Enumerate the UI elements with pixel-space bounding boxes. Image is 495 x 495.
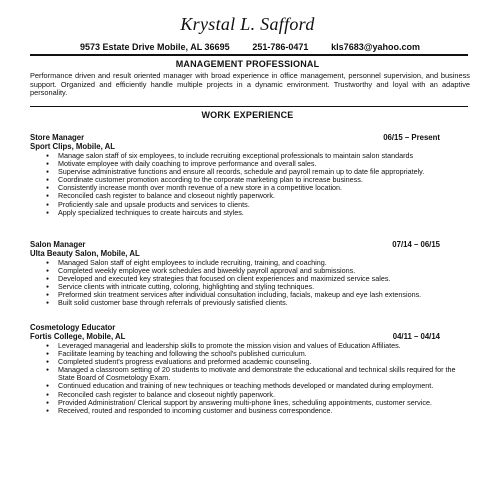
job-organization: Fortis College, Mobile, AL [30,332,126,341]
job-header [30,240,470,249]
job-organization: Ulta Beauty Salon, Mobile, AL [30,249,140,258]
contact-line [80,42,420,52]
address: 9573 Estate Drive Mobile, AL 36695 [80,42,230,52]
job-store-manager [30,133,470,217]
duty-item: ● Proficiently sale and upsale products and services to clients. [58,201,470,209]
job-dates: 04/11 – 04/14 [392,332,440,341]
job-header [30,323,470,332]
job-duties [30,152,470,217]
job-position: Salon Manager [30,240,86,249]
duty-item: ● Motivate employee with daily coaching to improve performance and overall sales. [58,160,470,168]
duty-item: ● Facilitate learning by teaching and following the school's published curriculum. [58,350,470,358]
duty-item: ● Received, routed and responded to incoming customer and business correspondence. [58,407,470,415]
job-duties [30,259,470,308]
duty-item: ● Completed student's progress evaluations and preformed academic counseling. [58,358,470,366]
duty-item: ● Reconciled cash register to balance and closeout nightly paperwork. [58,391,470,399]
header-divider [30,54,468,56]
duty-item: ● Manage salon staff of six employees, to include recruiting exceptional professionals to maintain salon standards [58,152,470,160]
duty-item: ● Service clients with intricate cutting, coloring, highlighting and styling techniques. [58,283,470,291]
duty-item: ● Built solid customer base through referrals of previously satisfied clients. [58,299,470,307]
duty-item: ● Managed a classroom setting of 20 students to motivate and demonstrate the educational and technical skills required for the State Board of Cosmetology Exam. [58,366,470,382]
duty-item: ● Continued education and training of new techniques or teaching methods developed or mandated during employment. [58,382,470,390]
duty-item: ● Leveraged managerial and leadership skills to promote the mission vision and values of Education Affiliates. [58,342,470,350]
duty-item: ● Supervise administrative functions and ensure all records, schedule and payroll remain up to date file appropriately. [58,168,470,176]
job-duties [30,342,470,415]
profile-title: MANAGEMENT PROFESSIONAL [175,59,320,69]
job-cosmetology-educator [30,323,470,415]
candidate-name: Krystal L. Safford [180,14,315,34]
email: kls7683@yahoo.com [331,42,420,52]
job-organization: Sport Clips, Mobile, AL [30,142,116,151]
duty-item: ● Apply specialized techniques to create haircuts and styles. [58,209,470,217]
duty-item: ● Coordinate customer promotion according to the corporate marketing plan to increase business. [58,176,470,184]
duty-item: ● Developed and executed key strategies that focused on client experiences and maximized service sales. [58,275,470,283]
job-org-line [30,332,470,341]
phone: 251-786-0471 [252,42,309,52]
duty-item: ● Completed weekly employee work schedules and biweekly payroll approval and submissions. [58,267,470,275]
duty-item: ● Reconciled cash register to balance and closeout nightly paperwork. [58,192,470,200]
job-position: Store Manager [30,133,85,142]
experience-title: WORK EXPERIENCE [201,110,294,120]
job-position: Cosmetology Educator [30,323,116,332]
duty-item: ● Consistently increase month over month revenue of a new store in a competitive location. [58,184,470,192]
summary-divider [30,106,468,107]
job-dates: 06/15 – Present [383,133,440,142]
duty-item: ● Preformed skin treatment services after individual consultation including, facials, makeup and eye lash extensions. [58,291,470,299]
job-dates: 07/14 – 06/15 [392,240,440,249]
job-salon-manager [30,240,470,308]
profile-summary: Performance driven and result oriented manager with broad experience in office management, personnel supervision, and business support. Organized and efficiently handle multiple projects in a dynamic environment. Trustworthy and loyal with an adaptive personality. [30,71,470,98]
job-header [30,133,470,142]
duty-item: ● Managed Salon staff of eight employees to include recruiting, training, and coaching. [58,259,470,267]
duty-item: ● Provided Administration/ Clerical support by answering multi-phone lines, scheduling appointments, customer service. [58,399,470,407]
